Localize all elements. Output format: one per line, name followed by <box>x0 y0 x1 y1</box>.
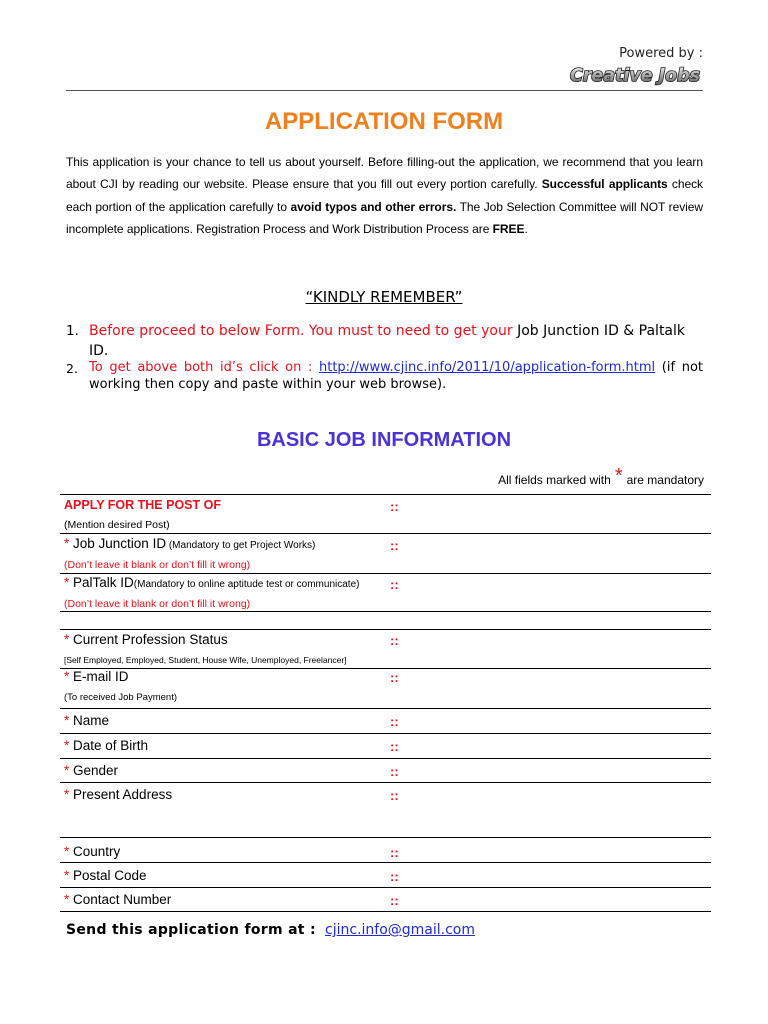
required-star-icon: * <box>64 669 74 684</box>
profession-sub: [Self Employed, Employed, Student, House Wife, Unemployed, Freelancer] <box>64 655 347 665</box>
gender-label <box>64 763 118 778</box>
form-row-date-of-birth[interactable] <box>60 733 711 758</box>
application-form-table <box>60 494 711 912</box>
profession-label <box>64 632 228 647</box>
required-star-icon: * <box>64 713 74 728</box>
contact-label <box>64 892 171 907</box>
send-form-label: Send this application form at : <box>66 922 316 938</box>
mandatory-note-after: are mandatory <box>626 473 704 487</box>
remember-item-1-end: . <box>103 343 109 359</box>
email-label <box>64 669 129 684</box>
dob-label-text: Date of Birth <box>73 738 149 753</box>
profession-label-text: Current Profession Status <box>73 632 228 647</box>
name-label-text: Name <box>73 713 110 728</box>
page-title: APPLICATION FORM <box>264 108 504 135</box>
form-row-gender[interactable] <box>60 758 711 782</box>
form-row-postal-code[interactable] <box>60 862 711 887</box>
job-junction-label-text: Job Junction ID <box>73 536 167 551</box>
required-star-icon: * <box>64 892 74 907</box>
list-number-2: 2. <box>66 361 78 376</box>
job-junction-note: (Mandatory to get Project Works) <box>166 540 316 551</box>
field-separator: :: <box>390 845 399 860</box>
intro-text-1: This application is your chance to tell us about yourself. Before filling-out the application, we recommend that you learn about CJI by reading our website. Please ensure that you fill out every portion carefully. <box>66 155 703 192</box>
intro-paragraph <box>66 151 703 240</box>
form-row-email-id[interactable] <box>60 668 711 708</box>
paltalk-sub: (Don’t leave it blank or don’t fill it wrong) <box>64 598 251 610</box>
email-sub: (To received Job Payment) <box>64 692 177 703</box>
paltalk-label <box>64 575 359 590</box>
field-separator: :: <box>390 577 399 592</box>
intro-bold-2: avoid typos and other errors. <box>290 199 457 214</box>
form-row-apply-post[interactable] <box>60 494 711 533</box>
name-label <box>64 713 109 728</box>
gender-label-text: Gender <box>73 763 119 778</box>
remember-item-1-bold: Job Junction ID & Paltalk ID <box>89 323 686 359</box>
required-star-icon: * <box>64 536 74 551</box>
field-separator: :: <box>390 714 399 729</box>
field-separator: :: <box>390 633 399 648</box>
field-separator: :: <box>390 670 399 685</box>
intro-text-2: check each portion of the application carefully to <box>66 177 704 214</box>
contact-label-text: Contact Number <box>73 892 172 907</box>
remember-item-1 <box>89 321 703 361</box>
application-form-link[interactable]: http://www.cjinc.info/2011/10/application-form.html <box>319 360 656 375</box>
required-star-icon: * <box>64 632 74 647</box>
remember-item-2 <box>89 359 703 393</box>
postal-label-text: Postal Code <box>73 868 147 883</box>
field-separator: :: <box>390 538 399 553</box>
svg-text:Creative Jobs: Creative Jobs <box>570 66 700 86</box>
required-star-icon: * <box>64 868 74 883</box>
mandatory-note-before: All fields marked with <box>498 473 611 487</box>
required-star-icon: * <box>64 787 74 802</box>
intro-text-4: . <box>524 221 528 236</box>
paltalk-note: (Mandatory to online aptitude test or communicate) <box>133 579 360 590</box>
creative-jobs-logo <box>568 62 702 86</box>
field-separator: :: <box>390 499 399 514</box>
country-label <box>64 844 120 859</box>
header-divider <box>66 90 703 91</box>
required-star-icon: * <box>64 738 74 753</box>
paltalk-label-text: PalTalk ID <box>73 575 134 590</box>
field-separator: :: <box>390 764 399 779</box>
kindly-remember-heading: “KINDLY REMEMBER” <box>305 288 463 306</box>
send-email-link[interactable]: cjinc.info@gmail.com <box>325 922 475 938</box>
field-separator: :: <box>390 739 399 754</box>
mandatory-star-icon: * <box>614 465 623 487</box>
required-star-icon: * <box>64 844 74 859</box>
form-row-paltalk-id[interactable] <box>60 573 711 612</box>
apply-post-sub: (Mention desired Post) <box>64 519 170 531</box>
form-row-profession-status[interactable] <box>60 629 711 668</box>
email-label-text: E-mail ID <box>73 669 129 684</box>
address-label-text: Present Address <box>73 787 173 802</box>
address-label <box>64 787 172 802</box>
mandatory-note <box>498 467 704 490</box>
form-gap <box>60 612 711 629</box>
remember-item-1-red: Before proceed to below Form. You must to need to get your <box>89 323 518 339</box>
job-junction-label <box>64 536 315 551</box>
form-row-name[interactable] <box>60 708 711 733</box>
postal-label <box>64 868 147 883</box>
field-separator: :: <box>390 893 399 908</box>
intro-bold-1: Successful applicants <box>541 177 668 192</box>
country-label-text: Country <box>73 844 121 859</box>
form-row-present-address[interactable] <box>60 782 711 837</box>
job-junction-sub: (Don’t leave it blank or don’t fill it wrong) <box>64 559 251 571</box>
form-row-contact-number[interactable] <box>60 887 711 912</box>
field-separator: :: <box>390 869 399 884</box>
remember-item-2-red: To get above both id’s click on : <box>89 360 319 375</box>
list-number-1: 1. <box>66 323 79 339</box>
dob-label <box>64 738 148 753</box>
required-star-icon: * <box>64 763 74 778</box>
form-row-country[interactable] <box>60 837 711 862</box>
intro-bold-3: FREE <box>492 221 525 236</box>
form-row-job-junction-id[interactable] <box>60 533 711 573</box>
basic-job-information-heading: BASIC JOB INFORMATION <box>256 429 512 451</box>
required-star-icon: * <box>64 575 74 590</box>
apply-post-label: APPLY FOR THE POST OF <box>64 498 221 512</box>
powered-by-label: Powered by : <box>619 46 703 61</box>
field-separator: :: <box>390 788 399 803</box>
intro-text-3: The Job Selection Committee will NOT review incomplete applications. Registration Process and Work Distribution Process are <box>66 199 703 236</box>
remember-item-2-end: (if not working then copy and paste within your web browse). <box>89 360 703 392</box>
